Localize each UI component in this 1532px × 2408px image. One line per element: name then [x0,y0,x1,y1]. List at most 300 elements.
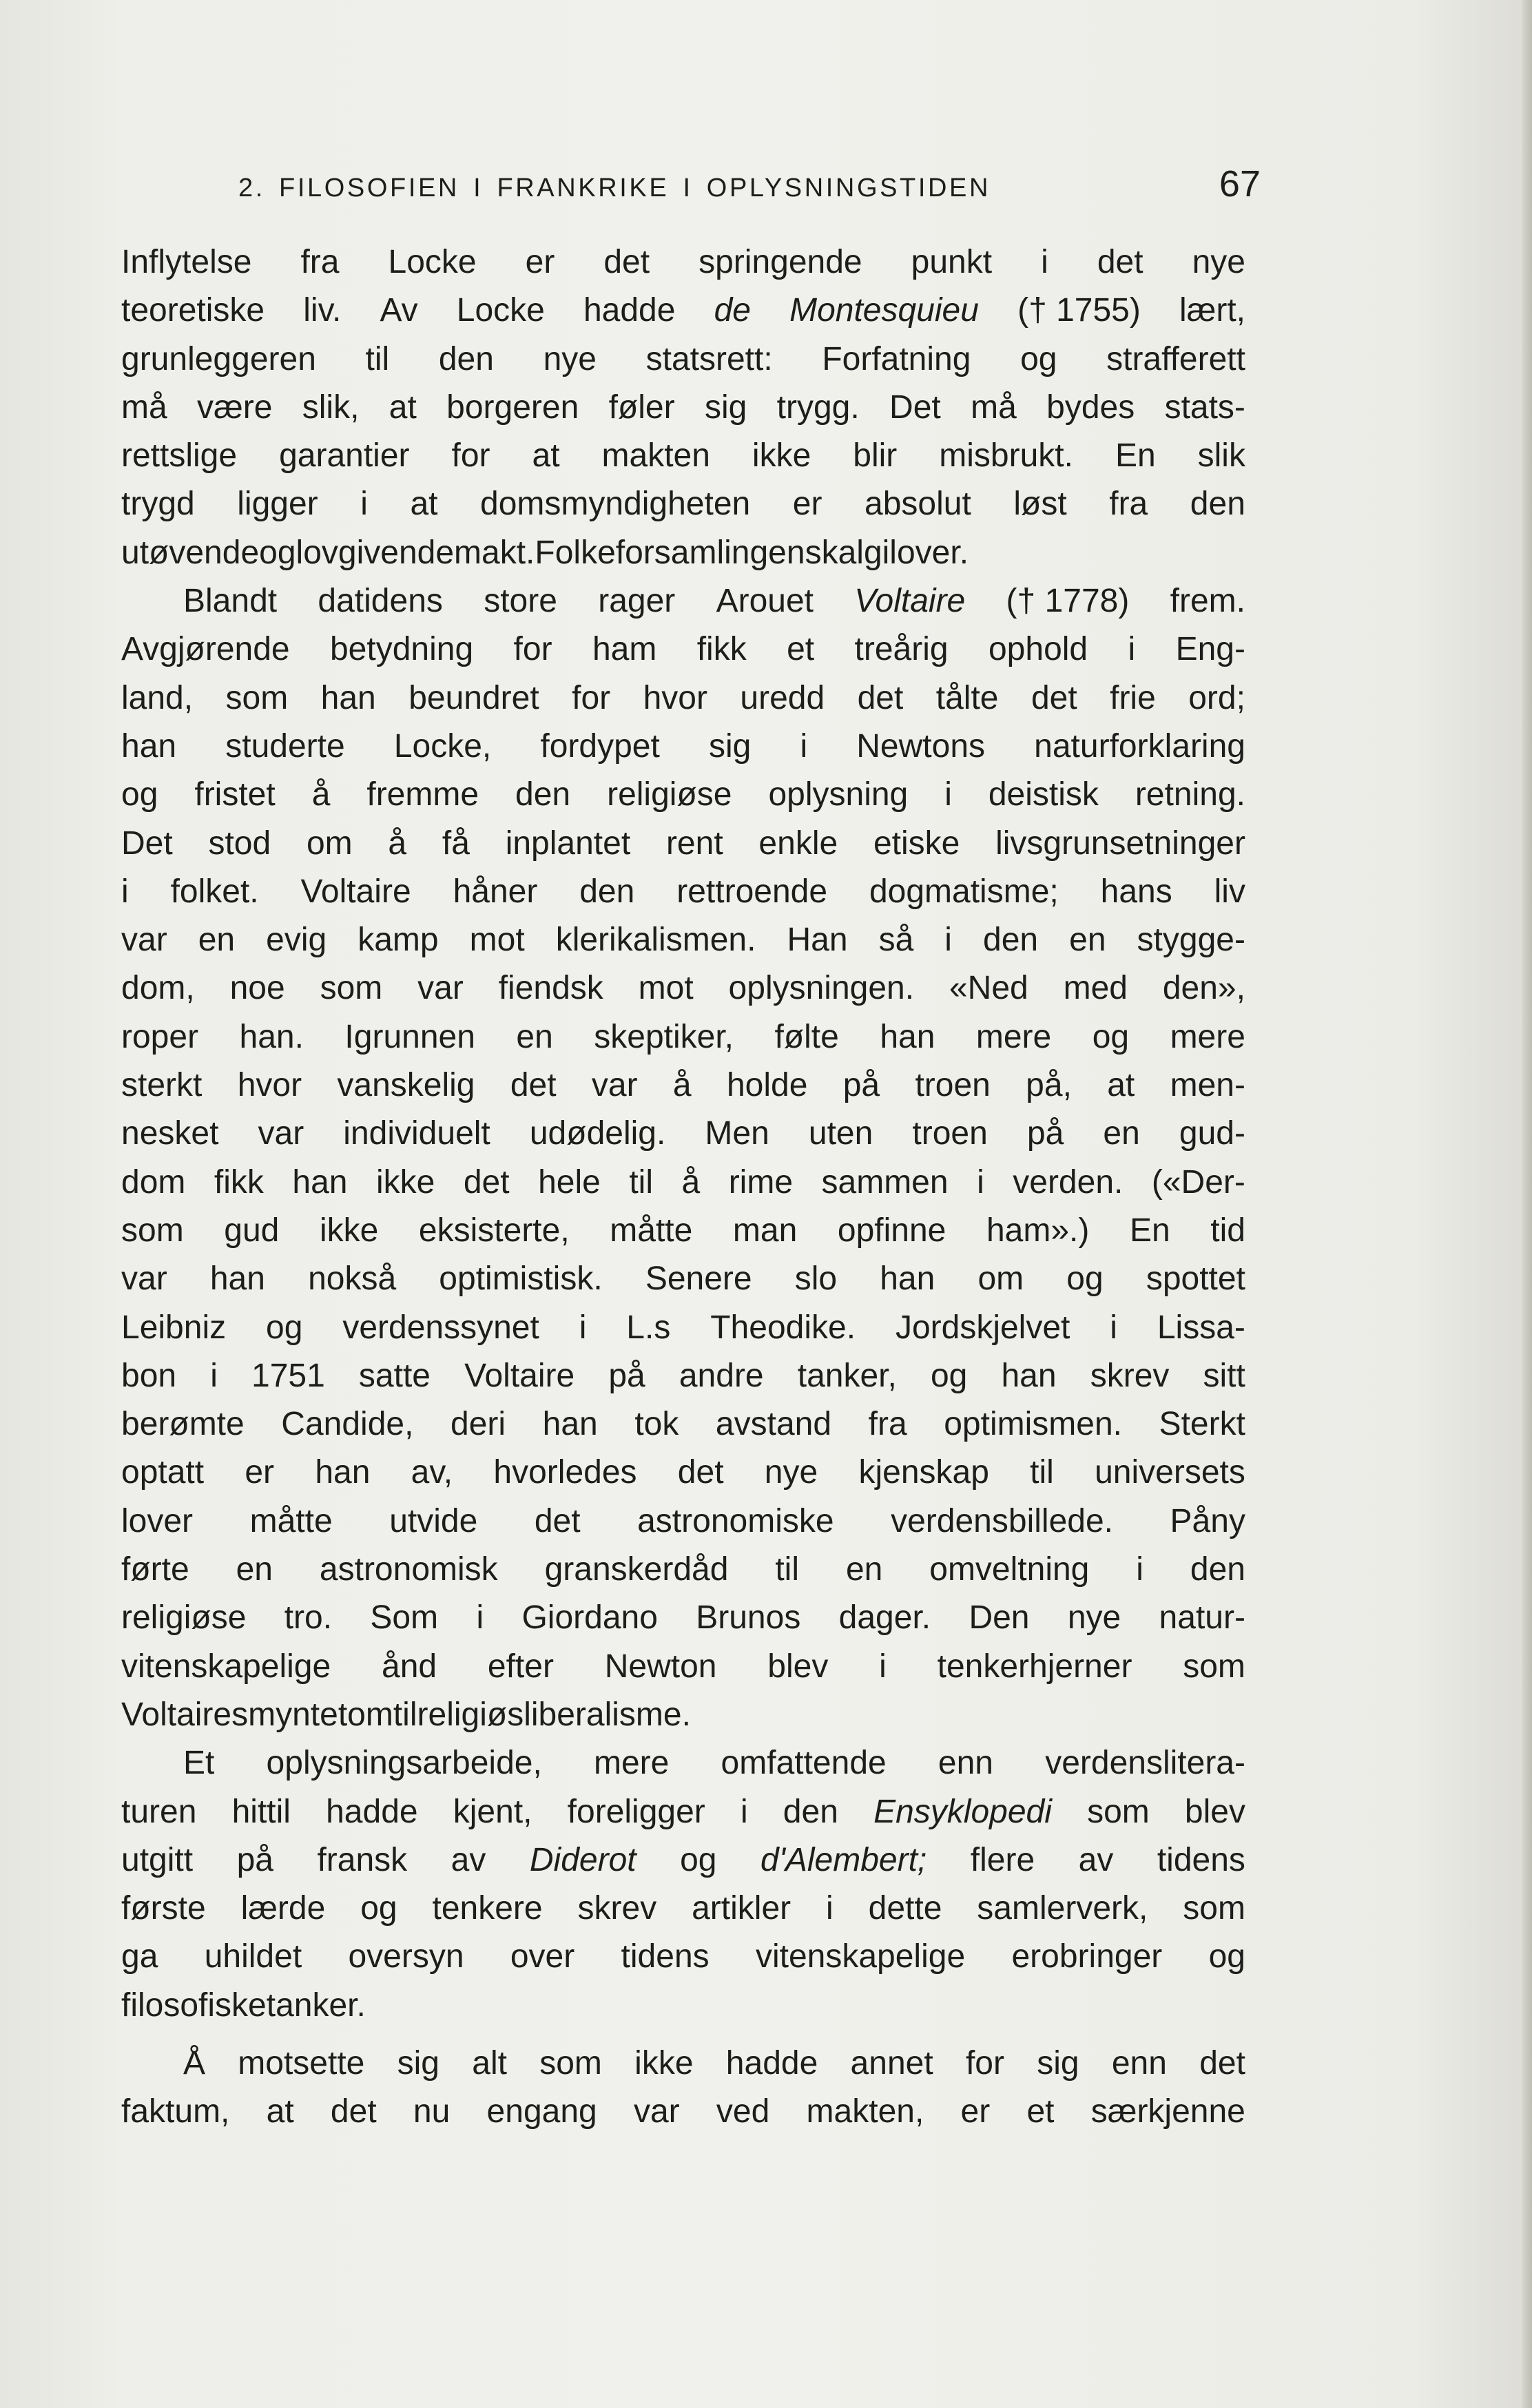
word: L.s [626,1309,671,1346]
word: Men [705,1115,769,1152]
text-line [121,771,1245,819]
word: Igrunnen [344,1018,475,1055]
word: i [740,1793,748,1830]
word: å [681,1163,701,1201]
word: hittil [231,1793,291,1830]
word: inplantet [505,824,631,862]
word: garantier [279,437,410,475]
word: turen [121,1793,197,1830]
word: ikke [375,1163,435,1201]
word: Det [889,388,941,426]
word: rettslige [121,437,238,475]
word: retning. [1135,776,1245,813]
word: mot [469,922,525,959]
word: oplysningsarbeide, [266,1745,542,1782]
word: i [1110,1309,1117,1346]
word: er [245,1454,275,1491]
text-line [121,1352,1245,1400]
word: Locke [388,244,477,280]
word: ikke [752,437,811,475]
word: Candide, [281,1406,414,1443]
word: stod [208,824,271,862]
word: mere [594,1745,670,1782]
word: granskerdåd [544,1551,729,1588]
word: «Ned [949,970,1028,1007]
word: nye [1192,244,1245,280]
word: i [1136,1551,1143,1588]
word: være [197,388,273,426]
word: Theodike. [710,1309,856,1346]
word: må [121,388,167,426]
word: samlerverk, [977,1890,1148,1927]
word: det [330,2093,377,2130]
word: til [393,1696,417,1733]
word: ham [592,631,657,668]
word: etiske [873,824,960,862]
word: i [1041,244,1048,280]
word: fristet [194,776,276,813]
word: tro. [284,1599,333,1637]
word: kamp [358,922,439,959]
word: Voltaires [121,1696,249,1733]
text-line [121,1691,1245,1739]
word: han [1001,1357,1057,1394]
word: oplysningen. [728,970,915,1007]
word: blev [1184,1793,1245,1830]
word: bon [121,1357,177,1394]
word: og [1092,1018,1130,1055]
word: ånd [382,1648,437,1685]
word: han [542,1406,598,1443]
word: makten, [806,2093,924,2130]
word: astronomisk [319,1551,498,1588]
word: rettroende [676,873,828,910]
word: Den [969,1599,1030,1637]
word: holde [726,1067,808,1104]
word: gud- [1179,1115,1245,1152]
word: føler [608,388,675,426]
word: han [880,1018,935,1055]
word: særkjenne [1090,2093,1245,2130]
word: beundret [408,679,539,716]
word: tok [634,1406,679,1443]
word: hans [1100,873,1172,910]
word: Han [787,922,848,959]
word: stygge- [1137,922,1245,959]
word: kjent, [453,1793,532,1830]
word: en [1069,922,1106,959]
word: å [388,824,407,862]
word: hvorledes [493,1454,637,1491]
word: et [787,631,815,668]
word: første [121,1890,206,1927]
word: astronomiske [637,1502,834,1539]
word: Det [121,824,173,862]
word: lover. [889,534,969,571]
word: av [451,1841,486,1878]
word: han [880,1260,935,1298]
word: å [311,776,331,813]
word: fra [868,1406,907,1443]
word: i [476,1599,484,1637]
word: spottet [1146,1260,1245,1298]
word: studerte [225,727,345,765]
word: eksisterte, [418,1212,570,1249]
word: Giordano [521,1599,658,1637]
word: fra [1109,486,1148,523]
word: Newton [604,1648,717,1685]
word: uhildet [204,1938,302,1975]
word: han [292,1163,348,1201]
word: ham».) [986,1212,1090,1249]
word: tenkere [432,1890,543,1927]
page-edge-shadow [1522,0,1532,2408]
word: den [515,776,571,813]
word: († 1755) [1017,292,1141,329]
word: at [1107,1067,1135,1104]
word: troen [912,1115,988,1152]
text-line [121,1643,1245,1691]
italic-word: Ensyklopedi [873,1793,1052,1830]
word: den [1190,1551,1245,1588]
word: slo [794,1260,838,1298]
word: og [1208,1938,1245,1975]
word: over [510,1938,575,1975]
word: liv. [303,292,342,329]
text-line [121,287,1245,335]
word: statsrett: [645,340,773,377]
word: optimistisk. [439,1260,603,1298]
word: med [1063,970,1128,1007]
word: håner [453,873,538,910]
word: om [306,824,353,862]
word: en [198,922,236,959]
word: løst [1013,486,1067,523]
page-number: 67 [1219,163,1261,205]
body-text [121,238,1245,2137]
word: rent [665,824,723,862]
word: av [1078,1841,1114,1878]
word: den [579,873,635,910]
text-line [121,820,1245,868]
word: grunleggeren [121,340,316,377]
word: datidens [318,583,443,620]
word: religiøse [607,776,732,813]
word: sammen [821,1163,949,1201]
word: Sterkt [1159,1406,1245,1443]
word: Å [183,2044,206,2082]
word: nokså [308,1260,397,1298]
word: verdensbillede. [891,1502,1113,1539]
word: betydning [329,631,474,668]
text-line [121,1449,1245,1497]
text-line [121,238,1245,287]
word: sitt [1203,1357,1245,1394]
word: på [1026,1115,1064,1152]
text-line [121,1159,1245,1207]
word: dager. [838,1599,931,1637]
word: teoretiske [121,292,265,329]
word: på [236,1841,273,1878]
word: dom [121,1163,186,1201]
word: Voltaire [300,873,411,910]
word: det [677,1454,724,1491]
word: til [1030,1454,1054,1491]
word: mere [975,1018,1052,1055]
word: og [121,776,158,813]
word: Eng- [1175,631,1245,668]
word: religiøs [417,1696,524,1733]
word: han [320,679,376,716]
word: gi [863,534,890,571]
word: en [236,1551,273,1588]
word: tid [1210,1212,1245,1249]
word: utvide [389,1502,478,1539]
word: Som [370,1599,439,1637]
word: motsette [238,2044,365,2082]
word: foreligger [567,1793,705,1830]
text-line [121,1255,1245,1303]
word: var [633,2093,680,2130]
word: slik, [302,388,360,426]
word: makt. [454,534,535,571]
text-line [121,2088,1245,2136]
word: deri [451,1406,506,1443]
word: En [1129,1212,1170,1249]
word: Newtons [856,727,986,765]
text-line [121,2039,1245,2088]
word: den [438,340,494,377]
word: fikk [696,631,747,668]
word: trygd [121,486,195,523]
text-line [121,674,1245,723]
word: i [800,727,808,765]
word: og [360,1890,397,1927]
word: makten [601,437,710,475]
word: verdenslitera- [1045,1745,1245,1782]
word: Arouet [716,583,814,620]
word: noe [229,970,285,1007]
word: og [680,1841,717,1878]
word: uredd [740,679,825,716]
word: som [121,1212,184,1249]
word: rime [728,1163,794,1201]
text-line [121,529,1245,577]
word: domsmyndigheten [480,486,751,523]
word: er [960,2093,991,2130]
word: den [783,1793,838,1830]
word: var [121,922,167,959]
word: det [1031,679,1077,716]
text-line [121,1594,1245,1642]
word: ikke [319,1212,379,1249]
word: i [579,1309,587,1346]
word: den [1190,486,1245,523]
word: verden. [1013,1163,1124,1201]
word: og [266,1309,303,1346]
word: religiøse [121,1599,247,1637]
word: mot [638,970,694,1007]
word: kjenskap [858,1454,989,1491]
word: blev [767,1648,829,1685]
word: vitenskapelige [755,1938,966,1975]
word: det [1097,244,1143,280]
word: hele [538,1163,601,1201]
word: flere [970,1841,1035,1878]
word: og [1066,1260,1104,1298]
word: deistisk [988,776,1099,813]
word: fransk [317,1841,408,1878]
word: misbrukt. [939,437,1073,475]
word: absolut [865,486,971,523]
word: opfinne [837,1212,946,1249]
word: i [210,1357,218,1394]
word: fremme [366,776,479,813]
word: dogmatisme; [869,873,1059,910]
word: var [258,1115,304,1152]
word: berømte [121,1406,245,1443]
word: for [965,2044,1004,2082]
text-line [121,964,1245,1013]
word: folket. [170,873,259,910]
word: førte [121,1551,189,1588]
word: Senere [645,1260,752,1298]
word: enkle [758,824,838,862]
word: sig [708,727,752,765]
word: til [365,340,390,377]
text-line [121,1546,1245,1594]
text-line [121,1207,1245,1255]
word: skrev [1090,1357,1170,1394]
word: i [826,1890,834,1927]
word: lovgivende [296,534,455,571]
word: det [857,679,904,716]
word: på [842,1067,880,1104]
word: gud [224,1212,280,1249]
text-line [121,723,1245,771]
word: er [525,244,555,280]
text-line [121,1304,1245,1352]
word: for [451,437,490,475]
word: det [1199,2044,1245,2082]
word: dom, [121,970,195,1007]
word: at [532,437,560,475]
word: det [463,1163,510,1201]
text-line [121,625,1245,674]
word: artikler [692,1890,791,1927]
word: at [389,388,417,426]
word: vanskelig [337,1067,475,1104]
word: En [1115,437,1156,475]
word: optatt [121,1454,205,1491]
word: følte [774,1018,839,1055]
word: som [539,2044,602,2082]
word: («Der- [1151,1163,1245,1201]
text-line [121,577,1245,625]
word: sig [397,2044,439,2082]
word: fra [300,244,340,280]
text-line [121,1061,1245,1110]
word: lærde [240,1890,326,1927]
word: skeptiker, [594,1018,734,1055]
word: på, [1026,1067,1072,1104]
word: Inflytelse [121,244,252,280]
italic-word: de [714,292,751,329]
word: stats- [1164,388,1245,426]
word: annet [850,2044,933,2082]
word: efter [487,1648,554,1685]
word: faktum, [121,2093,230,2130]
word: som [225,679,289,716]
word: Et [183,1745,215,1782]
word: rager [598,583,676,620]
word: nye [764,1454,818,1491]
word: frie [1110,679,1156,716]
word: nesket [121,1115,219,1152]
word: oversyn [348,1938,464,1975]
italic-word: Diderot [529,1841,636,1878]
text-line [121,480,1245,528]
word: han [315,1454,371,1491]
text-line [121,868,1245,916]
italic-word: Montesquieu [789,292,979,329]
word: Avgjørende [121,631,290,668]
word: hadde [326,1793,418,1830]
word: i [360,486,368,523]
text-line [121,384,1245,432]
word: tanker. [266,1986,366,2024]
word: å [672,1067,692,1104]
word: nu [413,2093,451,2130]
word: Leibniz [121,1309,227,1346]
word: var [591,1067,638,1104]
word: blir [853,437,898,475]
word: († 1778) [1006,583,1130,620]
word: lært, [1179,292,1245,329]
word: springende [698,244,862,280]
word: Lissa- [1157,1309,1245,1346]
word: tålte [935,679,999,716]
word: hadde [725,2044,818,2082]
word: borgeren [446,388,579,426]
word: lover [121,1502,194,1539]
word: fiendsk [498,970,603,1007]
word: erobringer [1011,1938,1163,1975]
word: Locke, [393,727,492,765]
word: natur- [1159,1599,1245,1637]
text-line [121,1400,1245,1449]
word: på [608,1357,645,1394]
word: avstand [715,1406,832,1443]
word: Folkeforsamlingen [535,534,805,571]
italic-word: Voltaire [854,583,966,620]
word: sig [704,388,747,426]
word: punkt [911,244,993,280]
word: Av [380,292,418,329]
word: troen [915,1067,991,1104]
word: i [1128,631,1136,668]
word: hadde [583,292,676,329]
word: og [259,534,296,571]
word: omveltning [929,1551,1090,1588]
word: sterkt [121,1067,203,1104]
word: dette [868,1890,942,1927]
word: hvor [643,679,707,716]
word: det [534,1502,581,1539]
word: frem. [1170,583,1245,620]
word: tenkerhjerner [937,1648,1132,1685]
word: er [792,486,822,523]
